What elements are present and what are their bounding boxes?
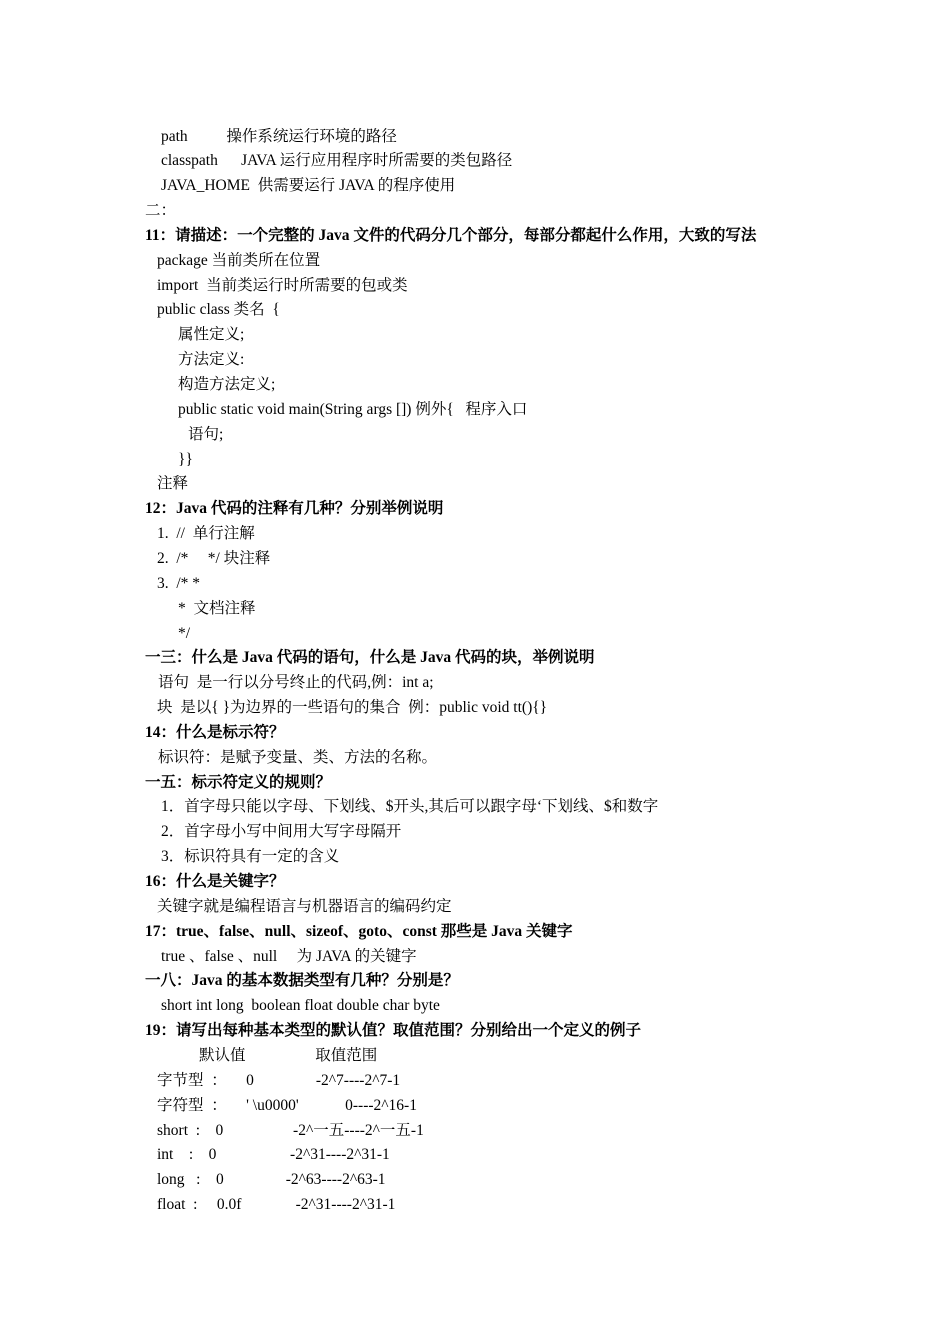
question-heading: 14：什么是标示符？ <box>145 723 285 741</box>
text-line: import 当前类运行时所需要的包或类 <box>157 276 408 294</box>
text-line: 语句; <box>188 425 224 443</box>
question-heading: 一八：Java 的基本数据类型有几种？分别是？ <box>145 972 459 990</box>
text-line: path 操作系统运行环境的路径 <box>161 127 397 145</box>
question-heading: 17：true、false、null、sizeof、goto、const 那些是 Java 关键字 <box>145 922 573 940</box>
text-line: package 当前类所在位置 <box>157 251 321 269</box>
text-line: 2．首字母小写中间用大写字母隔开 <box>161 823 402 841</box>
text-line: float : 0.0f -2^31----2^31-1 <box>157 1196 396 1214</box>
question-heading: 19：请写出每种基本类型的默认值？取值范围？分别给出一个定义的例子 <box>145 1022 642 1040</box>
text-line: JAVA_HOME 供需要运行 JAVA 的程序使用 <box>161 177 456 195</box>
text-line: long : 0 -2^63----2^63-1 <box>157 1171 386 1189</box>
text-line: 1．首字母只能以字母、下划线、$开头,其后可以跟字母‘下划线、$和数字 <box>161 798 659 816</box>
text-line: 构造方法定义; <box>178 376 276 393</box>
text-line: short : 0 -2^一五----2^一五-1 <box>157 1121 424 1139</box>
text-line: 二： <box>145 202 177 220</box>
text-line: 语句 是一行以分号终止的代码,例：int a; <box>158 674 434 692</box>
text-line: 注释 <box>157 475 189 493</box>
text-line: 2. /* */ 块注释 <box>157 549 271 567</box>
text-line: 默认值 取值范围 <box>199 1046 378 1064</box>
text-line: 标识符：是赋予变量、类、方法的名称。 <box>158 748 438 766</box>
question-heading: 11：请描述：一个完整的 Java 文件的代码分几个部分，每部分都起什么作用，大致的写法 <box>145 226 757 244</box>
text-line: 3. /* * <box>157 574 201 592</box>
text-line: true 、false 、null 为 JAVA 的关键字 <box>161 947 417 965</box>
text-line: 字符型 ： ' \u0000' 0----2^16-1 <box>157 1096 417 1114</box>
question-heading: 一三：什么是 Java 代码的语句，什么是 Java 代码的块，举例说明 <box>145 649 595 667</box>
text-line: 3．标识符具有一定的含义 <box>161 848 340 866</box>
text-line: }} <box>178 450 193 468</box>
text-line: public static void main(String args []) 例外{ 程序入口 <box>178 400 528 418</box>
question-heading: 一五：标示符定义的规则？ <box>145 773 332 791</box>
text-line: 属性定义; <box>178 326 245 344</box>
text-line: 1. // 单行注解 <box>157 525 255 543</box>
text-line: 关键字就是编程语言与机器语言的编码约定 <box>157 897 452 915</box>
text-line: 字节型 ： 0 -2^7----2^7-1 <box>157 1071 401 1089</box>
text-line: * 文档注释 <box>178 599 256 617</box>
text-line: 方法定义: <box>178 351 245 369</box>
text-line: */ <box>178 624 191 642</box>
text-line: int : 0 -2^31----2^31-1 <box>157 1146 390 1164</box>
text-line: public class 类名 { <box>157 301 280 319</box>
text-line: classpath JAVA 运行应用程序时所需要的类包路径 <box>161 152 513 170</box>
question-heading: 16：什么是关键字？ <box>145 873 285 890</box>
text-line: 块 是以{ }为边界的一些语句的集合 例：public void tt(){} <box>157 699 548 717</box>
question-heading: 12：Java 代码的注释有几种？分别举例说明 <box>145 500 444 518</box>
text-line: short int long boolean float double char byte <box>161 997 440 1015</box>
